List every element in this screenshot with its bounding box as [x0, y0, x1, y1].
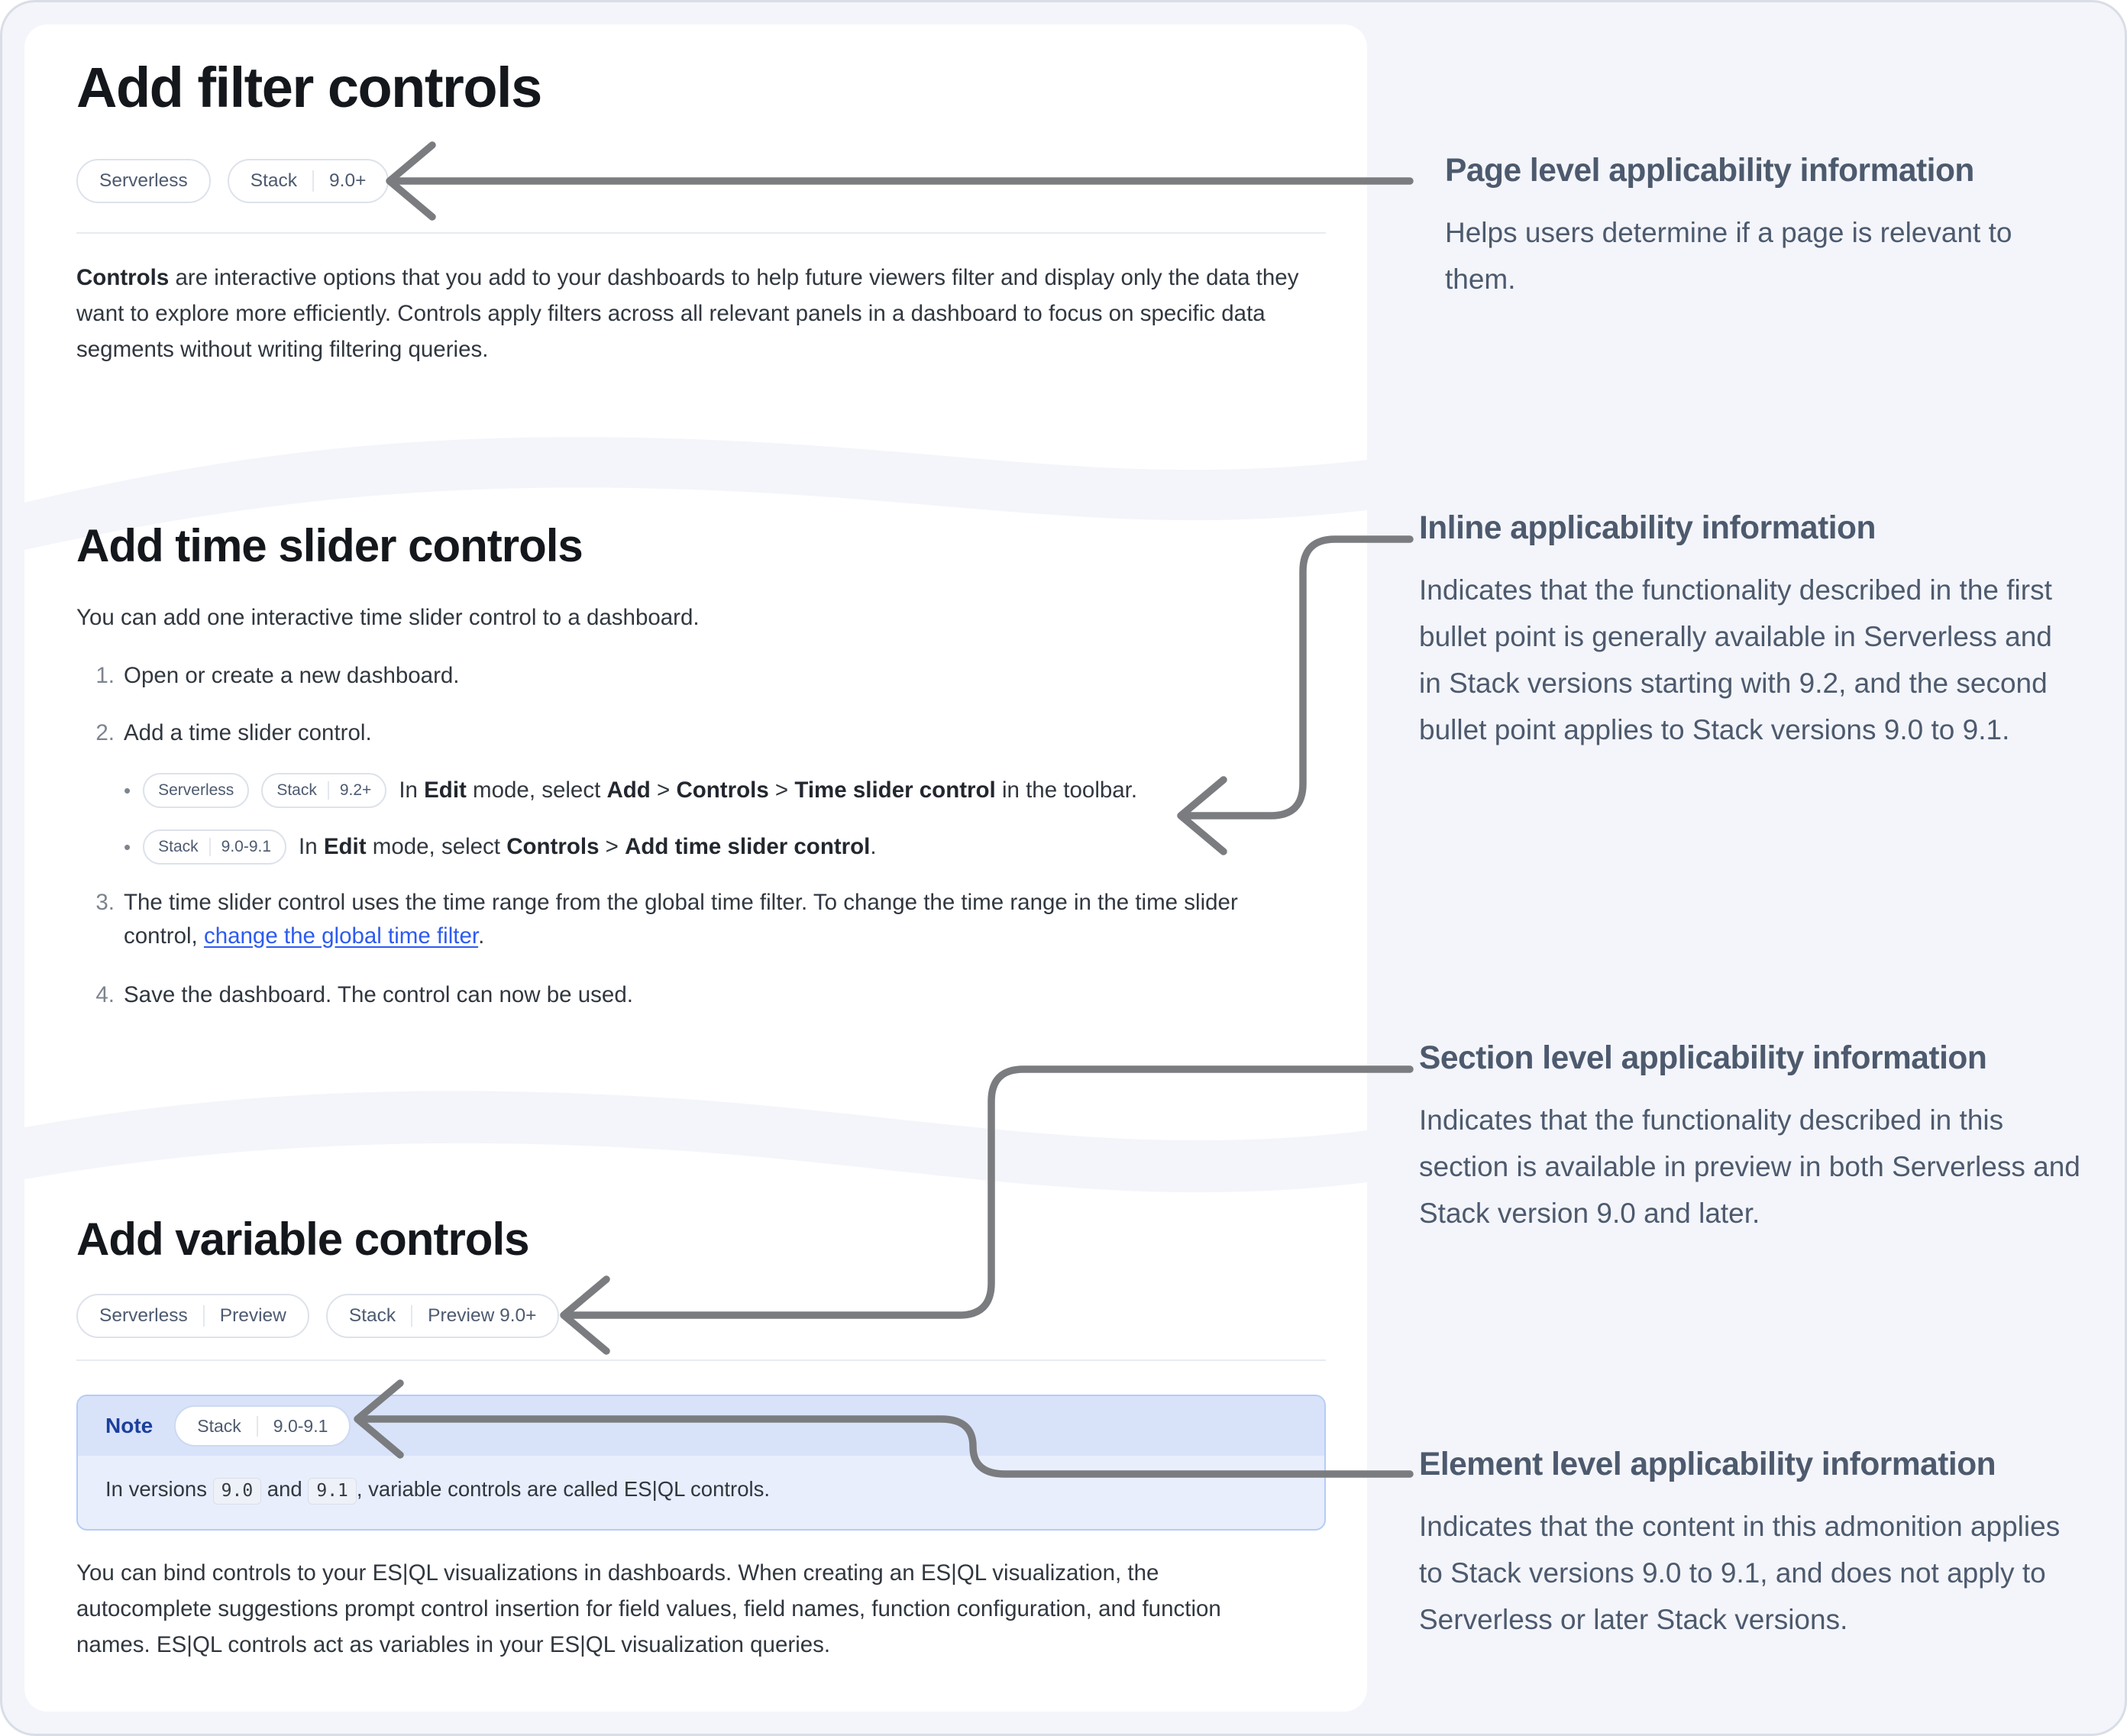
annotation-body: Indicates that the functionality described in the first bullet point is generally available in Serverless and in Stack versions starting with 9.2, and the second bullet point applies to Stack versions 9.0 to 9.1.: [1419, 574, 2052, 745]
annotation-title: Page level applicability information: [1445, 153, 1974, 189]
annotation-page-level: [1445, 153, 2079, 302]
wave-divider: [24, 1057, 1367, 1210]
list-number: 1.: [95, 663, 115, 688]
section-intro: You can add one interactive time slider control to a dashboard.: [76, 605, 700, 630]
list-text: Open or create a new dashboard.: [124, 663, 460, 688]
change-global-time-filter-link[interactable]: change the global time filter: [203, 923, 479, 949]
list-number: 3.: [95, 890, 115, 915]
note-label: Note: [105, 1414, 154, 1437]
note-header: [78, 1396, 1324, 1456]
list-text: Add a time slider control.: [124, 720, 372, 745]
note-body: In versions 9.0 and 9.1 , variable controls are called ES|QL controls.: [78, 1456, 1324, 1529]
badge-serverless-preview: Serverless Preview: [76, 1294, 309, 1338]
code-chip: 9.0: [213, 1478, 262, 1505]
list-item: [82, 982, 633, 1008]
divider: [76, 1359, 1326, 1361]
annotation-body: Indicates that the content in this admonition applies to Stack versions 9.0 to 9.1, and does not apply to Serverless or later Stack versions.: [1419, 1511, 2061, 1635]
section-title-time-slider: Add time slider controls: [76, 520, 583, 571]
list-number: 4.: [95, 982, 115, 1007]
closing-paragraph: You can bind controls to your ES|QL visualizations in dashboards. When creating an ES|QL visualization, the autocomplete suggestions prompt control insertion for field values, field names, function configuration, and function names. ES|QL controls act as variables in your ES|QL visualization queries.: [76, 1560, 1221, 1657]
badge-stack-9-0-plus: [228, 159, 390, 203]
section-applicability-badges: [76, 1294, 559, 1338]
annotation-title: Section level applicability information: [1419, 1040, 1987, 1076]
bullet-text: In Edit mode, select Add > Controls > Time slider control in the toolbar.: [399, 777, 1138, 803]
page-title: Add filter controls: [76, 56, 541, 119]
annotation-title: Inline applicability information: [1419, 510, 1876, 546]
annotation-title: Element level applicability information: [1419, 1447, 1996, 1482]
section-title-variable-controls: Add variable controls: [76, 1214, 529, 1265]
bullet-icon: •: [124, 835, 131, 858]
badge-serverless: Serverless: [143, 773, 249, 808]
badge-serverless: [76, 159, 211, 203]
annotation-body: Indicates that the functionality described in this section is available in preview in both Serverless and Stack version 9.0 and later.: [1419, 1104, 2080, 1229]
bold-text: Controls: [76, 265, 170, 290]
list-text: The time slider control uses the time range from the global time filter. To change the time range in the time slider control, change the global time filter.: [124, 890, 1238, 949]
list-number: 2.: [95, 720, 115, 745]
badge-stack-9-0-9-1: Stack 9.0-9.1: [174, 1405, 351, 1447]
badge-version: 9.0+: [312, 170, 366, 192]
code-chip: 9.1: [308, 1478, 357, 1505]
divider: [76, 232, 1326, 234]
badge-stack-9-2-plus: Stack 9.2+: [261, 773, 386, 808]
badge-label: Serverless: [99, 170, 188, 191]
list-item: [82, 886, 1315, 953]
list-item: [82, 720, 372, 746]
note-admonition: [76, 1395, 1326, 1531]
list-item-bullet: [124, 773, 1137, 808]
annotation-inline-level: [1419, 510, 2070, 753]
badge-stack-preview-9-0-plus: Stack Preview 9.0+: [326, 1294, 560, 1338]
intro-paragraph: Controls are interactive options that you add to your dashboards to help future viewers filter and display only the data they want to explore more efficiently. Controls apply filters across all relevant panels in a dashboard to focus on specific data segments without writing filtering queries.: [76, 265, 1299, 362]
annotation-section-level: [1419, 1040, 2085, 1237]
annotation-element-level: [1419, 1447, 2091, 1643]
list-item: [82, 663, 460, 689]
bullet-text: In Edit mode, select Controls > Add time slider control.: [299, 834, 877, 859]
list-item-bullet: [124, 829, 877, 865]
bullet-icon: •: [124, 778, 131, 802]
doc-panel: [24, 24, 1367, 1712]
page-applicability-badges: [76, 159, 389, 203]
annotation-body: Helps users determine if a page is relevant to them.: [1445, 217, 2012, 295]
badge-label: Stack: [250, 170, 298, 191]
list-text: Save the dashboard. The control can now be used.: [124, 982, 633, 1007]
badge-stack-9-0-9-1: Stack 9.0-9.1: [143, 829, 286, 865]
